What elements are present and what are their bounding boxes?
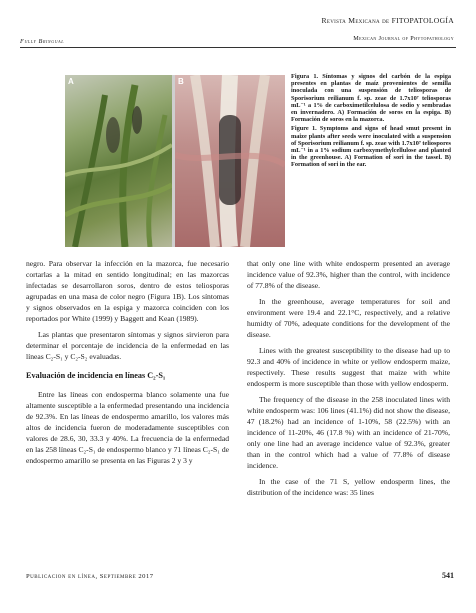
figure-panel-b-photo [175, 75, 285, 247]
left-column-spanish [26, 258, 229, 471]
page-number: 541 [442, 571, 454, 580]
paragraph: Lines with the greatest susceptibility to the disease had up to 92.3 and 40% of incidence in white or yellow endosperm maize, respectively. These results suggest that maize with white endosperm is more susceptible than those with yellow endosperm. [247, 346, 450, 388]
figure-caption-en: Figure 1. Symptoms and signs of head smut present in maize plants after seeds were inoculated with a suspension of Sporisorium reilianum f. sp. zeae with 1.7x10⁷ teliospores mL⁻¹ in a 1% sodium carboxymethylcellulose and planted in the greenhouse. A) Formation of sori in the tassel. B) Formation of sori in the ear. [291, 125, 451, 169]
figure-panel-a-photo [65, 75, 172, 247]
tassel-photo-illustration [65, 75, 172, 247]
paragraph: In the greenhouse, average temperatures for soil and environment were 19.4 and 22.1°C, respectively, and a relative humidty of 70%, adequate conditions for the development of the disease. [247, 297, 450, 339]
ear-photo-illustration [175, 75, 285, 247]
journal-title-en: Mexican Journal of Phytopathology [353, 35, 454, 42]
footer-publication-date: Publicacion en línea, Septiembre 2017 [26, 573, 154, 580]
section-heading: Evaluación de incidencia en líneas C₂-S₁ [26, 371, 166, 380]
paragraph: Las plantas que presentaron síntomas y signos sirvieron para determinar el porcentaje de incidencia de la enfermedad en las líneas C₂-S₁ y C₂-S₂ evaluadas. [26, 330, 229, 361]
header-rule [20, 47, 456, 48]
paragraph: The frequency of the disease in the 258 inoculated lines with white endosperm was: 106 lines (41.1%) did not show the disease, 47 (18.2%) had an incidence of 1-10%, 58 (22.5%) with an incidence of 11-20%, 46 (17.8 %) with an incidence of 21-70%, only one line had an average incidence value of 92.3%, greater than in the control which had a value of 77.8% of disease incidence. [247, 395, 450, 470]
right-column-english [247, 258, 450, 503]
paragraph: negro. Para observar la infección en la mazorca, fue necesario cortarlas a la mitad en sentido longitudinal; en las mazorcas infectadas se desarrollaron soros, dentro de estos teliosporas agrupadas en una masa de color negro (Figura 1B). Los síntomas y signos observados en la espiga y mazorca coinciden con los reportados por White (1999) y Baggett and Kean (1989). [26, 259, 229, 323]
figure-label-a: A [68, 77, 74, 86]
paragraph: that only one line with white endosperm presented an average incidence value of 92.3%, higher than the control, with incidence of 77.8% of the disease. [247, 259, 450, 290]
figure-caption [291, 73, 451, 171]
paragraph: In the case of the 71 S, yellow endosperm lines, the distribution of the incidence was: 35 lines [247, 477, 450, 497]
running-head-authors: Fully Bringual [20, 38, 65, 45]
paragraph: Entre las líneas con endosperma blanco solamente una fue altamente susceptible a la enfermedad presentando una incidencia de 92.3%. En las líneas de endospermo amarillo, los valores más altos de incidencia fueron de moderadamente susceptibles con valores de 28.6, 30, 33.3 y 40%. La frecuencia de la enfermedad en las 258 líneas C₂-S₁ de endospermo blanco y 71 líneas C₂-S₁ de endospermo amarillo se presenta en las Figuras 2 y 3 y [26, 390, 229, 465]
journal-title-es: Revista Mexicana de FITOPATOLOGÍA [321, 16, 454, 25]
figure-1 [65, 75, 285, 247]
figure-label-b: B [178, 77, 184, 86]
figure-caption-es: Figura 1. Síntomas y signos del carbón de la espiga presentes en plantas de maíz provenientes de semilla inoculada con una suspensión de teliosporas de Sporisorium reilianum f. sp. zeae de 1.7x10⁷ teliosporas mL⁻¹ a 1% de carboximetilcelulosa de sodio y sembradas en invernadero. A) Formación de soros en la espiga. B) Formación de soros en la mazorca. [291, 73, 451, 124]
